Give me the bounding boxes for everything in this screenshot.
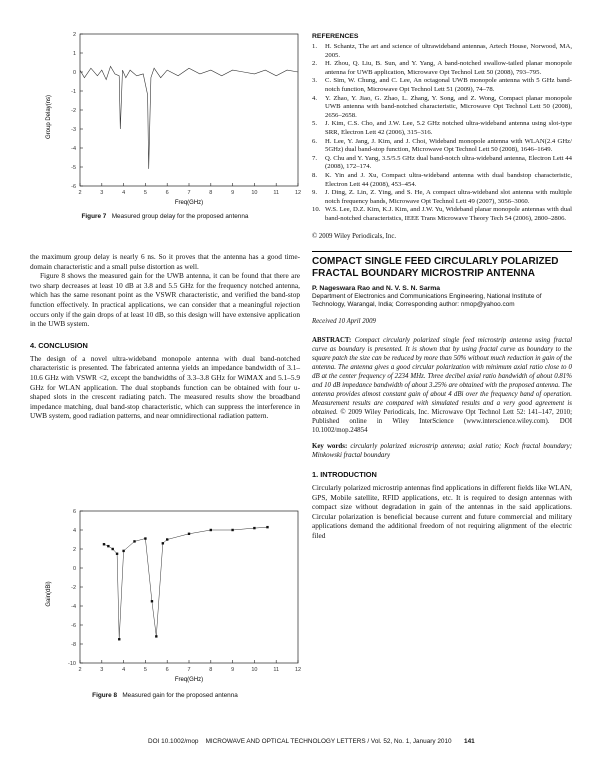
- figure7-series: [80, 66, 298, 169]
- reference-text: Q. Chu and Y. Yang, 3.5/5.5 GHz dual band-notch ultra-wideband antenna, Electron Lett 44 (2008), 172–174.: [325, 154, 572, 171]
- f8-series-line: [104, 527, 268, 639]
- figure8-xlabel: Freq(GHz): [174, 677, 204, 683]
- conclusion-paragraph: The design of a novel ultra-wideband monopole antenna with dual band-notched characteristic is presented. The fabricated antenna yields an impedance bandwidth of 3.1–10.6 GHz with VSWR <2, except the bandwidths of 3.3–3.8 GHz for WiMAX and 5.1–5.9 GHz for WLAN application. The dual stopbands function can be obtained with four u-shaped slots in the crescent radiating patch. The measured results show the broadband impedance matching, dual band-stop characteristic, which can suppress the interference in UWB system, good radiation patterns, and near omnidirectional radiation pattern.: [30, 353, 300, 421]
- received-date: Received 10 April 2009: [312, 318, 376, 326]
- left-paragraph-2: Figure 8 shows the measured gain for the UWB antenna, it can be found that there are two sharp decreases at least 10 dB at 3.8 and 5.5 GHz for the frequency notched antenna, which has the same resonant point as the VSWR characteristic, and verified the band-stop function effectively. In practical applications, we can consider that a meaningful rejection occurs only if the gain drops of at least 10 dB, so this design will have extensive application in the UWB system.: [30, 271, 300, 329]
- f8-data-point: [155, 635, 157, 637]
- f8-data-point: [116, 553, 118, 555]
- f8-data-point: [107, 545, 109, 547]
- f7-y-tick-label: -4: [71, 146, 76, 152]
- reference-number: 1.: [312, 43, 318, 50]
- reference-text: H. Zhou, Q. Liu, B. Sun, and Y. Yang, A band-notched swallow-tailed planar monopole antenna for UWB application, Microwave Opt Technol Lett 50 (2008), 793–795.: [325, 60, 572, 76]
- f8-x-tick-label: 3: [100, 667, 104, 673]
- keywords: [312, 442, 572, 460]
- f8-x-tick-label: 7: [187, 667, 191, 673]
- figure7-xlabel: Freq(GHz): [174, 200, 204, 206]
- conclusion-heading: 4. CONCLUSION: [30, 340, 88, 350]
- reference-item: [312, 206, 572, 223]
- reference-text: J. Ding, Z. Lin, Z. Ying, and S. He, A compact ultra-wideband slot antenna with multiple notch frequency bands, Microwave Opt Technol Lett 49 (2007), 3056–3060.: [325, 189, 572, 205]
- footer-doi: DOI 10.1002/mop: [148, 738, 199, 745]
- figure7-caption: [30, 213, 300, 220]
- copyright-line: © 2009 Wiley Periodicals, Inc.: [312, 233, 397, 241]
- figure8-chart: [40, 505, 300, 683]
- f8-y-tick-label: -10: [68, 661, 76, 667]
- f7-plot-frame: [80, 34, 298, 186]
- f8-x-tick-label: 5: [143, 667, 147, 673]
- page-footer: [148, 738, 568, 745]
- keywords-text: circularly polarized microstrip antenna; axial ratio; Koch fractal boundary; Minkowski fractal boundary: [312, 443, 573, 460]
- reference-item: [312, 120, 572, 137]
- f8-data-point: [151, 600, 153, 602]
- f8-data-point: [253, 527, 255, 529]
- reference-item: [312, 60, 572, 77]
- f7-x-tick-label: 12: [294, 190, 302, 196]
- reference-number: 8.: [312, 171, 318, 179]
- figure7-ylabel: Group Delay(ns): [46, 94, 52, 140]
- left-column-text: [30, 252, 300, 421]
- f8-x-tick-label: 11: [273, 667, 280, 673]
- f8-x-tick-label: 12: [294, 667, 302, 673]
- f8-x-tick-label: 8: [209, 667, 213, 673]
- reference-text: K. Yin and J. Xu, Compact ultra-wideband antenna with dual bandstop characteristic, Electron Lett 44 (2008), 453–454.: [325, 171, 572, 188]
- f8-y-tick-label: -6: [71, 623, 76, 629]
- figure7-ticks: [71, 32, 301, 196]
- abstract-tail: © 2009 Wiley Periodicals, Inc. Microwave Opt Technol Lett 52: 141–147, 2010; Published online in Wiley InterScience (www.interscience.wiley.com). DOI 10.1002/mop.24854: [312, 409, 572, 435]
- f7-y-tick-label: -6: [71, 184, 76, 190]
- abstract-text: Compact circularly polarized single feed microstrip antenna using fractal curve as boundary is presented. It is shown that by using fractal curve as boundary to the square patch the size can be reduced by more than 50% without much reduction in gain of the antenna. The antenna gives a good circular polarization with minimum axial ratio close to 0 dB at the center frequency of 2234 MHz. Three decibel axial ratio bandwidth of about 0.81% and 10 dB impedance bandwidth of about 3.25% are obtained with the proposed antenna. The antenna provides almost constant gain of about 4 dBi over the frequency band of operation. Measurement results are compared with simulated results and a very good agreement is obtained.: [312, 337, 572, 417]
- reference-number: 4.: [312, 94, 318, 102]
- f8-data-point: [103, 543, 105, 545]
- intro-paragraph: Circularly polarized microstrip antennas find applications in different fields like WLAN, GPS, Mobile satellite, RFID applications, etc. It is required to design antennas with compact size without degradation in gain of the antennas in the said applications. Circular polarization is beneficial because current and future commercial and military applications demand the additional freedom of not requiring alignment of the electric filed: [312, 483, 572, 541]
- f8-data-point: [133, 540, 135, 542]
- reference-number: 9.: [312, 189, 318, 197]
- figure7-caption-label: Figure 7: [81, 213, 107, 220]
- f8-x-tick-label: 6: [165, 667, 169, 673]
- f8-data-point: [118, 638, 120, 640]
- f8-y-tick-label: -8: [71, 642, 76, 648]
- f7-y-tick-label: -5: [71, 165, 76, 171]
- figure8-caption: [30, 692, 300, 699]
- f7-x-tick-label: 2: [78, 190, 82, 196]
- f8-data-point: [266, 526, 268, 528]
- abstract-label: ABSTRACT:: [312, 337, 352, 345]
- f7-y-tick-label: -3: [71, 127, 76, 133]
- f8-y-tick-label: 0: [72, 566, 76, 572]
- reference-number: 6.: [312, 137, 318, 145]
- f8-y-tick-label: 2: [72, 547, 76, 553]
- f8-data-point: [166, 538, 168, 540]
- reference-text: W.S. Lee, D.Z. Kim, K.J. Kim, and J.W. Yu, Wideband planar monopole antennas with dual band-notched characteristics, IEEE Trans Microwave Theory Tech 54 (2006), 2800–2806.: [325, 206, 572, 222]
- f8-data-point: [231, 529, 233, 531]
- f7-x-tick-label: 3: [100, 190, 104, 196]
- f8-data-point: [112, 548, 114, 550]
- f7-y-tick-label: -1: [71, 89, 76, 95]
- f7-x-tick-label: 10: [251, 190, 258, 196]
- f8-data-point: [188, 533, 190, 535]
- f8-y-tick-label: -4: [71, 604, 76, 610]
- f8-x-tick-label: 2: [78, 667, 82, 673]
- f8-data-point: [162, 542, 164, 544]
- f8-x-tick-label: 10: [251, 667, 258, 673]
- figure7-caption-text: Measured group delay for the proposed antenna: [111, 213, 249, 220]
- reference-item: [312, 43, 572, 60]
- reference-item: [312, 155, 572, 172]
- f7-x-tick-label: 4: [122, 190, 126, 196]
- f7-y-tick-label: 1: [72, 51, 76, 57]
- f7-y-tick-label: -2: [71, 108, 76, 114]
- reference-number: 2.: [312, 60, 318, 68]
- f7-y-tick-label: 2: [72, 32, 76, 38]
- reference-number: 10.: [312, 206, 321, 214]
- figure8-caption-label: Figure 8: [92, 692, 118, 699]
- f7-x-tick-label: 6: [165, 190, 169, 196]
- f7-series-line: [80, 66, 298, 169]
- article-affiliation: Department of Electronics and Communications Engineering, National Institute of Technology, Warangal, India; Corresponding author: nmop@yahoo.com: [312, 293, 542, 309]
- title-rule: [312, 251, 572, 252]
- f8-data-point: [122, 550, 124, 552]
- reference-item: [312, 172, 572, 189]
- f7-x-tick-label: 11: [273, 190, 280, 196]
- abstract: [312, 336, 572, 435]
- reference-number: 7.: [312, 154, 318, 162]
- figure7-chart: [40, 28, 300, 206]
- reference-item: [312, 138, 572, 155]
- intro-heading: 1. INTRODUCTION: [312, 470, 377, 480]
- figure8-ticks: [68, 509, 301, 673]
- reference-item: [312, 95, 572, 121]
- references-heading: REFERENCES: [312, 33, 359, 40]
- references-list: [312, 43, 572, 223]
- f8-y-tick-label: 6: [72, 509, 76, 515]
- reference-item: [312, 77, 572, 94]
- reference-text: H. Lee, Y. Jang, J. Kim, and J. Choi, Wideband monopole antenna with WLAN(2.4 GHz/ 5GHz) dual band-stop function, Microwave Opt Technol Lett 50 (2008), 1646–1649.: [325, 137, 572, 154]
- f7-x-tick-label: 5: [143, 190, 147, 196]
- f7-x-tick-label: 9: [231, 190, 235, 196]
- reference-text: J. Kim, C.S. Cho, and J.W. Lee, 5.2 GHz notched ultra-wideband antenna using slot-type SRR, Electron Lett 42 (2006), 315–316.: [325, 120, 572, 136]
- f8-x-tick-label: 4: [122, 667, 126, 673]
- article-title: COMPACT SINGLE FEED CIRCULARLY POLARIZED FRACTAL BOUNDARY MICROSTRIP ANTENNA: [312, 256, 559, 279]
- f7-y-tick-label: 0: [72, 70, 76, 76]
- reference-item: [312, 189, 572, 206]
- reference-text: H. Schantz, The art and science of ultrawideband antennas, Artech House, Norwood, MA, 2005.: [325, 43, 572, 59]
- f8-y-tick-label: 4: [72, 528, 76, 534]
- f8-data-point: [210, 529, 212, 531]
- keywords-label: Key words:: [312, 443, 348, 451]
- figure8-ylabel: Gain(dBi): [46, 581, 52, 607]
- reference-text: C. Sim, W. Chung, and C. Lee, An octagonal UWB monopole antenna with 5 GHz band-notch function, Microwave Opt Technol Lett 51 (2009), 74–78.: [325, 77, 572, 93]
- f7-x-tick-label: 7: [187, 190, 191, 196]
- reference-text: Y. Zhao, Y. Jiao, G. Zhao, L. Zhang, Y. Song, and Z. Wong, Compact planar monopole UWB antenna with band-notched characteristic, Microwave Opt Technol Lett 50 (2008), 2656–2658.: [325, 94, 572, 119]
- f8-y-tick-label: -2: [71, 585, 76, 591]
- f8-x-tick-label: 9: [231, 667, 235, 673]
- f8-data-point: [144, 537, 146, 539]
- reference-number: 3.: [312, 77, 318, 85]
- article-authors: P. Nageswara Rao and N. V. S. N. Sarma: [312, 285, 441, 293]
- left-paragraph-1: the maximum group delay is nearly 6 ns. So it proves that the antenna has a good time-domain characteristic and a small pulse distortion as well.: [30, 252, 300, 271]
- figure8-series: [103, 526, 269, 641]
- footer-journal: MICROWAVE AND OPTICAL TECHNOLOGY LETTERS / Vol. 52, No. 1, January 2010: [205, 738, 452, 745]
- right-column: [312, 33, 572, 541]
- footer-page-number: 141: [464, 738, 475, 745]
- f7-x-tick-label: 8: [209, 190, 213, 196]
- figure7-axes: [80, 34, 298, 186]
- reference-number: 5.: [312, 120, 318, 128]
- figure8-caption-text: Measured gain for the proposed antenna: [122, 692, 238, 699]
